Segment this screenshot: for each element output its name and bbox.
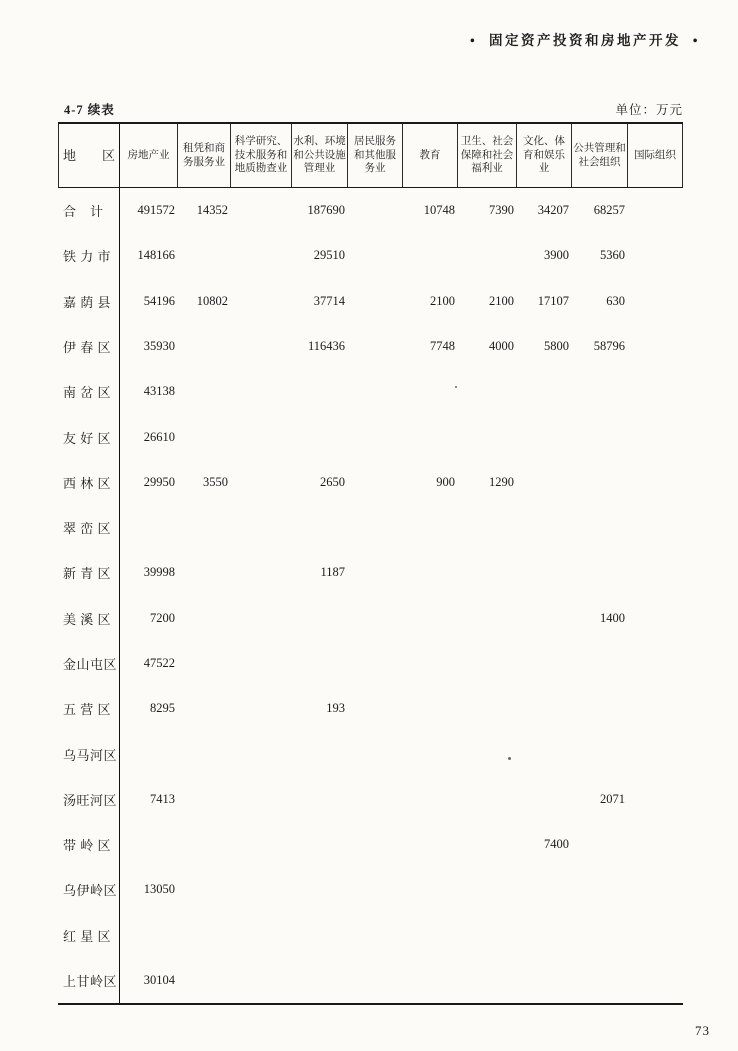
value-cell (517, 596, 572, 641)
value-cell: 2100 (430, 293, 455, 308)
value-cell (348, 641, 403, 686)
table-row (58, 369, 683, 414)
value-cell: 35930 (143, 338, 175, 353)
value-cell (517, 867, 572, 912)
column-header: 教育 (403, 124, 458, 187)
value-cell (458, 913, 517, 958)
value-cell: 5800 (544, 338, 569, 353)
value-cell (458, 505, 517, 550)
value-cell (572, 460, 628, 505)
value-cell (231, 233, 292, 278)
value-cell: 2071 (600, 791, 625, 806)
value-cell (628, 913, 683, 958)
value-cell (458, 369, 517, 414)
table-row (58, 641, 683, 686)
value-cell: 47522 (143, 655, 175, 670)
value-cell (517, 550, 572, 595)
column-header: 居民服务和其他服务业 (348, 124, 403, 187)
value-cell (403, 777, 458, 822)
region-cell: 嘉 荫 县 (58, 279, 120, 324)
table-row (58, 188, 683, 233)
value-cell: 26610 (143, 429, 175, 444)
value-cell (231, 188, 292, 233)
value-cell (628, 369, 683, 414)
value-cell (348, 686, 403, 731)
value-cell (178, 414, 231, 459)
table-row (58, 596, 683, 641)
value-cell (231, 596, 292, 641)
value-cell (231, 369, 292, 414)
value-cell (517, 460, 572, 505)
value-cell (572, 731, 628, 776)
value-cell (348, 777, 403, 822)
value-cell (178, 822, 231, 867)
value-cell (628, 641, 683, 686)
value-cell (178, 369, 231, 414)
value-cell (628, 867, 683, 912)
column-header: 租凭和商务服务业 (178, 124, 231, 187)
value-cell (178, 958, 231, 1003)
value-cell: 7748 (430, 338, 455, 353)
value-cell: 8295 (150, 701, 175, 716)
value-cell (231, 641, 292, 686)
value-cell (292, 641, 348, 686)
region-cell: 乌马河区 (58, 731, 120, 776)
value-cell (178, 596, 231, 641)
value-cell (517, 369, 572, 414)
column-header: 科学研究、技术服务和地质勘查业 (231, 124, 292, 187)
value-cell (458, 233, 517, 278)
value-cell: 10748 (423, 203, 455, 218)
value-cell (403, 867, 458, 912)
value-cell: 30104 (143, 972, 175, 987)
value-cell: 2650 (320, 474, 345, 489)
value-cell (231, 913, 292, 958)
scan-speck (455, 386, 457, 388)
value-cell: 39998 (143, 565, 175, 580)
value-cell (231, 731, 292, 776)
value-cell: 1400 (600, 610, 625, 625)
region-cell: 新 青 区 (58, 550, 120, 595)
value-cell (348, 505, 403, 550)
region-cell: 南 岔 区 (58, 369, 120, 414)
value-cell (628, 731, 683, 776)
value-cell (178, 641, 231, 686)
value-cell: 58796 (593, 338, 625, 353)
value-cell (292, 913, 348, 958)
value-cell (628, 460, 683, 505)
value-cell (628, 958, 683, 1003)
value-cell (628, 324, 683, 369)
value-cell (517, 913, 572, 958)
value-cell: 68257 (593, 203, 625, 218)
value-cell: 900 (436, 474, 455, 489)
table-row (58, 550, 683, 595)
value-cell: 116436 (307, 338, 345, 353)
value-cell: 1290 (489, 474, 514, 489)
value-cell (628, 550, 683, 595)
value-cell: 29510 (313, 248, 345, 263)
unit-label: 单位：万元 (615, 103, 683, 117)
value-cell (292, 414, 348, 459)
value-cell (231, 867, 292, 912)
value-cell (231, 505, 292, 550)
table-row (58, 414, 683, 459)
value-cell: 7413 (150, 791, 175, 806)
table-caption: 4-7 续表 (64, 103, 115, 117)
value-cell (292, 822, 348, 867)
value-cell (231, 324, 292, 369)
value-cell (403, 731, 458, 776)
value-cell (348, 913, 403, 958)
region-cell: 汤旺河区 (58, 777, 120, 822)
value-cell (292, 867, 348, 912)
value-cell (403, 505, 458, 550)
column-header: 国际组织 (628, 124, 683, 187)
value-cell: 34207 (537, 203, 569, 218)
value-cell (403, 414, 458, 459)
value-cell: 148166 (137, 248, 175, 263)
value-cell: 630 (606, 293, 625, 308)
value-cell (231, 460, 292, 505)
value-cell (458, 867, 517, 912)
value-cell (231, 822, 292, 867)
value-cell (628, 233, 683, 278)
value-cell (120, 822, 178, 867)
value-cell (348, 279, 403, 324)
value-cell (458, 414, 517, 459)
value-cell (403, 822, 458, 867)
value-cell: 14352 (196, 203, 228, 218)
value-cell: 54196 (143, 293, 175, 308)
value-cell (403, 958, 458, 1003)
value-cell (458, 822, 517, 867)
value-cell (231, 958, 292, 1003)
value-cell (292, 596, 348, 641)
value-cell (348, 460, 403, 505)
table-row (58, 505, 683, 550)
value-cell (572, 958, 628, 1003)
value-cell (348, 324, 403, 369)
column-header: 房地产业 (120, 124, 178, 187)
region-cell: 上甘岭区 (58, 958, 120, 1003)
value-cell (403, 369, 458, 414)
value-cell (517, 958, 572, 1003)
value-cell: 37714 (313, 293, 345, 308)
region-cell: 带 岭 区 (58, 822, 120, 867)
value-cell (628, 188, 683, 233)
value-cell: 43138 (143, 384, 175, 399)
value-cell: 2100 (489, 293, 514, 308)
value-cell (403, 550, 458, 595)
value-cell: 13050 (143, 882, 175, 897)
region-cell: 五 营 区 (58, 686, 120, 731)
table-row (58, 233, 683, 278)
value-cell (348, 731, 403, 776)
value-cell: 7390 (489, 203, 514, 218)
region-cell: 西 林 区 (58, 460, 120, 505)
table-row (58, 867, 683, 912)
region-cell: 友 好 区 (58, 414, 120, 459)
value-cell (458, 958, 517, 1003)
value-cell (348, 188, 403, 233)
value-cell: 10802 (196, 293, 228, 308)
region-cell: 合 计 (58, 188, 120, 233)
value-cell: 3550 (203, 474, 228, 489)
value-cell (231, 686, 292, 731)
region-cell: 金山屯区 (58, 641, 120, 686)
value-cell (572, 641, 628, 686)
value-cell (572, 867, 628, 912)
value-cell (178, 731, 231, 776)
running-head: • 固定资产投资和房地产开发 • (470, 33, 700, 48)
caption-row (58, 100, 683, 118)
value-cell (292, 731, 348, 776)
value-cell (178, 505, 231, 550)
value-cell: 3900 (544, 248, 569, 263)
region-cell: 伊 春 区 (58, 324, 120, 369)
value-cell (572, 686, 628, 731)
value-cell (628, 414, 683, 459)
value-cell (348, 958, 403, 1003)
table-body (58, 188, 683, 1003)
value-cell: 1187 (320, 565, 345, 580)
value-cell (458, 686, 517, 731)
table-row (58, 822, 683, 867)
value-cell (178, 777, 231, 822)
value-cell (348, 233, 403, 278)
value-cell: 17107 (537, 293, 569, 308)
value-cell (178, 686, 231, 731)
table-row (58, 913, 683, 958)
value-cell (628, 505, 683, 550)
value-cell (348, 369, 403, 414)
value-cell (403, 641, 458, 686)
table-row (58, 958, 683, 1003)
value-cell (120, 731, 178, 776)
page-number: 73 (695, 1023, 710, 1038)
region-cell: 翠 峦 区 (58, 505, 120, 550)
value-cell (458, 641, 517, 686)
value-cell (178, 324, 231, 369)
value-cell: 7200 (150, 610, 175, 625)
table-row (58, 777, 683, 822)
value-cell: 4000 (489, 338, 514, 353)
column-header: 公共管理和社会组织 (572, 124, 628, 187)
value-cell (292, 958, 348, 1003)
value-cell (292, 777, 348, 822)
column-header: 地 区 (58, 124, 120, 187)
value-cell (178, 550, 231, 595)
value-cell: 7400 (544, 837, 569, 852)
value-cell (517, 777, 572, 822)
value-cell (178, 867, 231, 912)
value-cell (628, 777, 683, 822)
value-cell (348, 867, 403, 912)
scan-speck (508, 757, 511, 760)
value-cell (231, 414, 292, 459)
value-cell (458, 731, 517, 776)
value-cell (120, 913, 178, 958)
value-cell (348, 822, 403, 867)
column-header: 水利、环境和公共设施管理业 (292, 124, 348, 187)
column-header: 卫生、社会保障和社会福利业 (458, 124, 517, 187)
value-cell (517, 414, 572, 459)
value-cell (458, 596, 517, 641)
value-cell (572, 913, 628, 958)
value-cell (120, 505, 178, 550)
value-cell: 491572 (137, 203, 175, 218)
value-cell (403, 233, 458, 278)
value-cell (231, 550, 292, 595)
value-cell (517, 686, 572, 731)
region-cell: 乌伊岭区 (58, 867, 120, 912)
value-cell (178, 913, 231, 958)
value-cell: 5360 (600, 248, 625, 263)
region-cell: 铁 力 市 (58, 233, 120, 278)
value-cell (572, 550, 628, 595)
value-cell (517, 641, 572, 686)
value-cell (403, 686, 458, 731)
value-cell (348, 550, 403, 595)
table-row (58, 731, 683, 776)
value-cell (628, 279, 683, 324)
value-cell (348, 596, 403, 641)
table-row (58, 686, 683, 731)
value-cell (292, 505, 348, 550)
value-cell (628, 686, 683, 731)
column-header: 文化、体育和娱乐业 (517, 124, 572, 187)
value-cell: 187690 (307, 203, 345, 218)
value-cell (572, 414, 628, 459)
value-cell: 29950 (143, 474, 175, 489)
value-cell (572, 505, 628, 550)
value-cell (403, 913, 458, 958)
table-header-row (58, 124, 683, 188)
value-cell (348, 414, 403, 459)
value-cell (458, 777, 517, 822)
value-cell (572, 369, 628, 414)
value-cell (458, 550, 517, 595)
value-cell (403, 596, 458, 641)
value-cell (292, 369, 348, 414)
value-cell (628, 596, 683, 641)
region-cell: 美 溪 区 (58, 596, 120, 641)
table-row (58, 279, 683, 324)
table-row (58, 324, 683, 369)
value-cell (231, 777, 292, 822)
value-cell (178, 233, 231, 278)
data-table (58, 122, 683, 1005)
table-row (58, 460, 683, 505)
value-cell (517, 505, 572, 550)
value-cell (628, 822, 683, 867)
value-cell (572, 822, 628, 867)
value-cell: 193 (326, 701, 345, 716)
value-cell (231, 279, 292, 324)
region-cell: 红 星 区 (58, 913, 120, 958)
value-cell (517, 731, 572, 776)
